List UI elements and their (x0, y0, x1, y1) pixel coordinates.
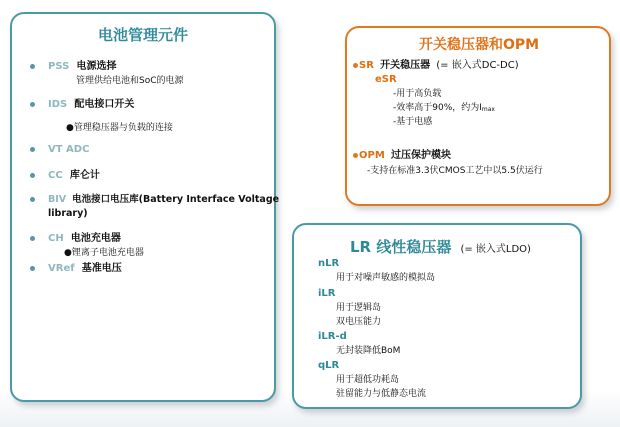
item-label: 基准电压 (81, 263, 122, 274)
battery-management-box (10, 12, 280, 402)
item-label: 电池接口电压库(Battery Interface Voltage (72, 194, 280, 205)
bullet-icon (353, 63, 358, 68)
opm-label: 过压保护模块 (390, 150, 451, 161)
sr-heading (359, 59, 519, 72)
lr-item-abbr: iLR (318, 288, 336, 299)
bullet-icon (30, 197, 35, 202)
item-abbr: BIV (48, 194, 67, 205)
esr-line-1: -用于高负载 (393, 89, 442, 99)
lr-item-line: 用于超低功耗岛 (336, 375, 400, 385)
bullet-icon (30, 147, 35, 152)
lr-item-line: 用于对噪声敏感的模拟岛 (336, 273, 436, 283)
lr-item-abbr: nLR (318, 258, 340, 269)
sr-label: 开关稳压器 (380, 60, 431, 71)
item-abbr: PSS (48, 61, 70, 72)
sr-box-title: 开关稳压器和OPM (419, 37, 540, 53)
sr-abbr: SR (359, 60, 374, 71)
lr-item-line: 双电压能力 (336, 317, 382, 327)
opm-abbr: OPM (359, 150, 385, 161)
esr-line-3: -基于电感 (393, 117, 433, 127)
item-vt-adc (48, 143, 89, 156)
linear-regulator-box (292, 223, 582, 409)
item-label: 配电接口开关 (74, 99, 135, 110)
item-abbr: VT ADC (48, 144, 90, 155)
item-abbr: VRef (48, 263, 75, 274)
item-label: 电源选择 (76, 61, 117, 72)
item-label: 电池充电器 (70, 233, 121, 244)
bullet-icon (353, 153, 358, 158)
lr-item-abbr: qLR (318, 360, 340, 371)
item-pss (48, 60, 116, 73)
esr-abbr: eSR (375, 74, 397, 85)
lr-title-note: (= 嵌入式LDO) (460, 244, 531, 255)
lr-item-line: 驻留能力与低静态电流 (336, 389, 427, 399)
item-vref (48, 262, 122, 275)
item-biv (48, 193, 279, 206)
lr-title-row (350, 236, 531, 257)
lr-item-abbr: iLR-d (318, 331, 347, 342)
esr-line-2-text: -效率高于90%，约为I (393, 103, 482, 113)
sr-note: (= 嵌入式DC-DC) (436, 60, 519, 71)
item-abbr: IDS (48, 99, 68, 110)
item-label-continued: library) (48, 208, 88, 219)
esr-line-2 (393, 102, 495, 116)
opm-heading (359, 149, 451, 162)
item-ch (48, 232, 121, 245)
battery-box-title: 电池管理元件 (98, 26, 189, 44)
lr-item-line: 用于逻辑岛 (336, 303, 382, 313)
item-abbr: CH (48, 233, 64, 244)
bullet-icon (30, 173, 35, 178)
item-desc: ●管理稳压器与负载的连接 (66, 123, 173, 133)
item-cc (48, 169, 100, 182)
item-desc: ●锂离子电池充电器 (64, 248, 144, 258)
item-label: 库仑计 (69, 170, 100, 181)
bullet-icon (30, 266, 35, 271)
item-desc: 管理供给电池和SoC的电源 (76, 76, 184, 86)
bullet-icon (30, 236, 35, 241)
lr-box-title: LR 线性稳压器 (350, 238, 452, 256)
bullet-icon (30, 102, 35, 107)
item-abbr: CC (48, 170, 63, 181)
item-ids (48, 98, 134, 111)
opm-desc: -支持在标准3.3伏CMOS工艺中以5.5伏运行 (367, 166, 543, 176)
bullet-icon (30, 64, 35, 69)
switching-regulator-box (345, 26, 611, 206)
esr-subscript: max (481, 106, 495, 113)
lr-item-line: 无封装降低BoM (336, 346, 401, 356)
